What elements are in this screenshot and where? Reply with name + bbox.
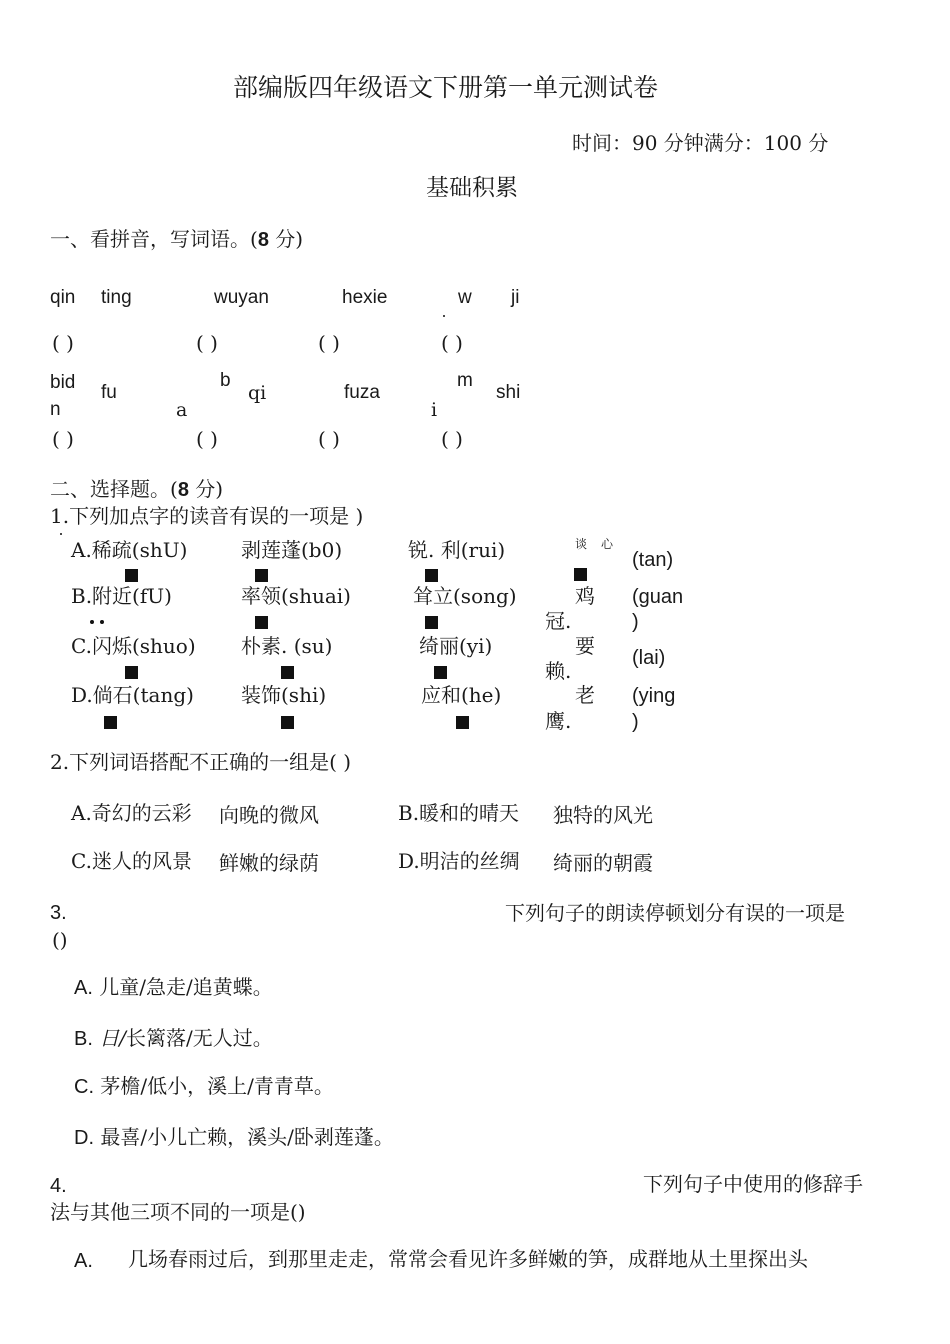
- option-c: C.闪烁(shuo): [71, 634, 196, 658]
- answer-paren: (): [52, 928, 68, 952]
- option-b: B.附近(fU): [71, 584, 172, 608]
- page-title: 部编版四年级语文下册第一单元测试卷: [233, 73, 659, 102]
- q2-4-number: 4.: [50, 1175, 67, 1197]
- option-d: [74, 1125, 394, 1150]
- answer-paren: ( ): [52, 427, 74, 451]
- option-a: [74, 975, 273, 1000]
- answer-paren: ( ): [441, 331, 463, 355]
- option-text: 茅檐/低小，溪上/青青草。: [100, 1074, 334, 1098]
- dot-mark: [90, 620, 94, 624]
- pinyin: qin: [50, 287, 76, 308]
- q1-heading: [50, 227, 303, 252]
- option-b-word: ): [632, 611, 639, 633]
- answer-paren: ( ): [318, 427, 340, 451]
- dot-mark: [456, 716, 469, 729]
- q2-4-stem-cont: 法与其他三项不同的一项是(): [50, 1200, 306, 1224]
- option-d-word: 老: [575, 683, 595, 707]
- pinyin: bid: [50, 372, 76, 393]
- option-a: A.奇幻的云彩: [71, 801, 192, 825]
- option-d-word: ): [632, 711, 639, 733]
- q2-points: 8: [177, 479, 189, 501]
- option-d-word: (ying: [632, 685, 676, 707]
- pinyin: wuyan: [214, 287, 269, 308]
- pinyin: w: [458, 287, 472, 308]
- dot-mark: [125, 569, 138, 582]
- option-a-label: A.: [74, 1250, 93, 1272]
- dot-mark: [255, 569, 268, 582]
- option-b-word: 冠.: [545, 609, 572, 633]
- option-b-word: 独特的风光: [553, 803, 653, 827]
- answer-paren: ( ): [441, 427, 463, 451]
- option-c: C.迷人的风景: [71, 849, 192, 873]
- option-a-word: 谈: [575, 537, 588, 551]
- option-text: 最喜/小儿亡赖，溪头/卧剥莲蓬。: [100, 1125, 394, 1149]
- option-label: A.: [74, 977, 93, 999]
- answer-paren: ( ): [318, 331, 340, 355]
- dot-mark: [281, 666, 294, 679]
- option-c: [74, 1074, 334, 1099]
- pinyin: shi: [496, 382, 521, 403]
- option-b: [74, 1026, 273, 1051]
- q2-1-stem: 1.下列加点字的读音有误的一项是 ): [50, 504, 364, 528]
- dot-mark: [104, 716, 117, 729]
- option-text: 儿童/急走/追黄蝶。: [99, 975, 273, 999]
- option-a: A.稀疏(shU): [71, 538, 188, 562]
- option-c-word: (lai): [632, 647, 666, 669]
- dot-mark: [434, 666, 447, 679]
- pinyin: fuza: [344, 382, 380, 403]
- dot-mark: [281, 716, 294, 729]
- pinyin: ting: [101, 287, 132, 308]
- option-c-word: 鲜嫩的绿荫: [219, 851, 319, 875]
- option-a-text: 几场春雨过后，到那里走走，常常会看见许多鲜嫩的笋，成群地从土里探出头: [128, 1247, 808, 1271]
- pinyin: hexie: [342, 287, 388, 308]
- option-label: B.: [74, 1028, 93, 1050]
- pinyin: m: [457, 370, 473, 391]
- time-info: 时间：90 分钟满分：100 分: [572, 131, 829, 155]
- option-a-word: (tan): [632, 549, 674, 571]
- q1-heading-suffix: 分): [268, 227, 304, 251]
- option-label: D.: [74, 1127, 94, 1149]
- q2-3-stem: 下列句子的朗读停顿划分有误的一项是: [505, 901, 845, 925]
- pinyin: fu: [101, 382, 117, 403]
- q1-points: 8: [257, 229, 269, 251]
- option-d-word: 鹰.: [545, 709, 572, 733]
- section-title: 基础积累: [426, 175, 518, 201]
- tone-dot: [443, 315, 445, 317]
- option-d: D.明洁的丝绸: [398, 849, 520, 873]
- dot-mark: [425, 569, 438, 582]
- q1-heading-prefix: 一、看拼音，写词语。(: [50, 227, 258, 251]
- option-label: C.: [74, 1076, 94, 1098]
- answer-paren: ( ): [196, 427, 218, 451]
- option-a-word: 剥莲蓬(b0): [241, 538, 343, 562]
- pinyin: b: [220, 370, 231, 391]
- dot-mark: [125, 666, 138, 679]
- option-b-word: 率领(shuai): [241, 584, 351, 608]
- option-c-word: 朴素. (su): [241, 634, 333, 658]
- option-a-word: 心: [601, 537, 614, 551]
- option-b-word: (guan: [632, 586, 684, 608]
- option-b: B.暖和的晴天: [398, 801, 520, 825]
- option-a-word: 向晚的微风: [219, 803, 319, 827]
- option-d-word: 绮丽的朝霞: [553, 851, 653, 875]
- q2-heading-suffix: 分): [188, 477, 224, 501]
- pinyin: ji: [511, 287, 520, 308]
- option-c-word: 赖.: [545, 659, 572, 683]
- option-c-word: 要: [575, 634, 595, 658]
- pinyin: n: [50, 399, 61, 420]
- q2-2-stem: 2.下列词语搭配不正确的一组是( ): [50, 750, 352, 774]
- pinyin: a: [176, 399, 188, 421]
- option-d-word: 应和(he): [421, 683, 502, 707]
- option-text: 长篱落/无人过。: [126, 1026, 273, 1050]
- option-a-word: 锐. 利(rui): [408, 538, 506, 562]
- dot-mark: [100, 620, 104, 624]
- q2-3-number: 3.: [50, 902, 67, 924]
- option-d-word: 装饰(shi): [241, 683, 327, 707]
- option-text-italic: 日/: [99, 1026, 127, 1050]
- mark-dot: [60, 533, 62, 535]
- q2-heading: [50, 477, 223, 502]
- pinyin: i: [431, 399, 438, 421]
- dot-mark: [425, 616, 438, 629]
- option-b-word: 耸立(song): [413, 584, 517, 608]
- dot-mark: [574, 568, 587, 581]
- option-b-word: 鸡: [575, 584, 595, 608]
- option-d: D.倘石(tang): [71, 683, 194, 707]
- answer-paren: ( ): [196, 331, 218, 355]
- pinyin: qi: [248, 382, 267, 404]
- option-c-word: 绮丽(yi): [419, 634, 493, 658]
- answer-paren: ( ): [52, 331, 74, 355]
- q2-4-stem: 下列句子中使用的修辞手: [643, 1172, 863, 1196]
- q2-heading-prefix: 二、选择题。(: [50, 477, 178, 501]
- dot-mark: [255, 616, 268, 629]
